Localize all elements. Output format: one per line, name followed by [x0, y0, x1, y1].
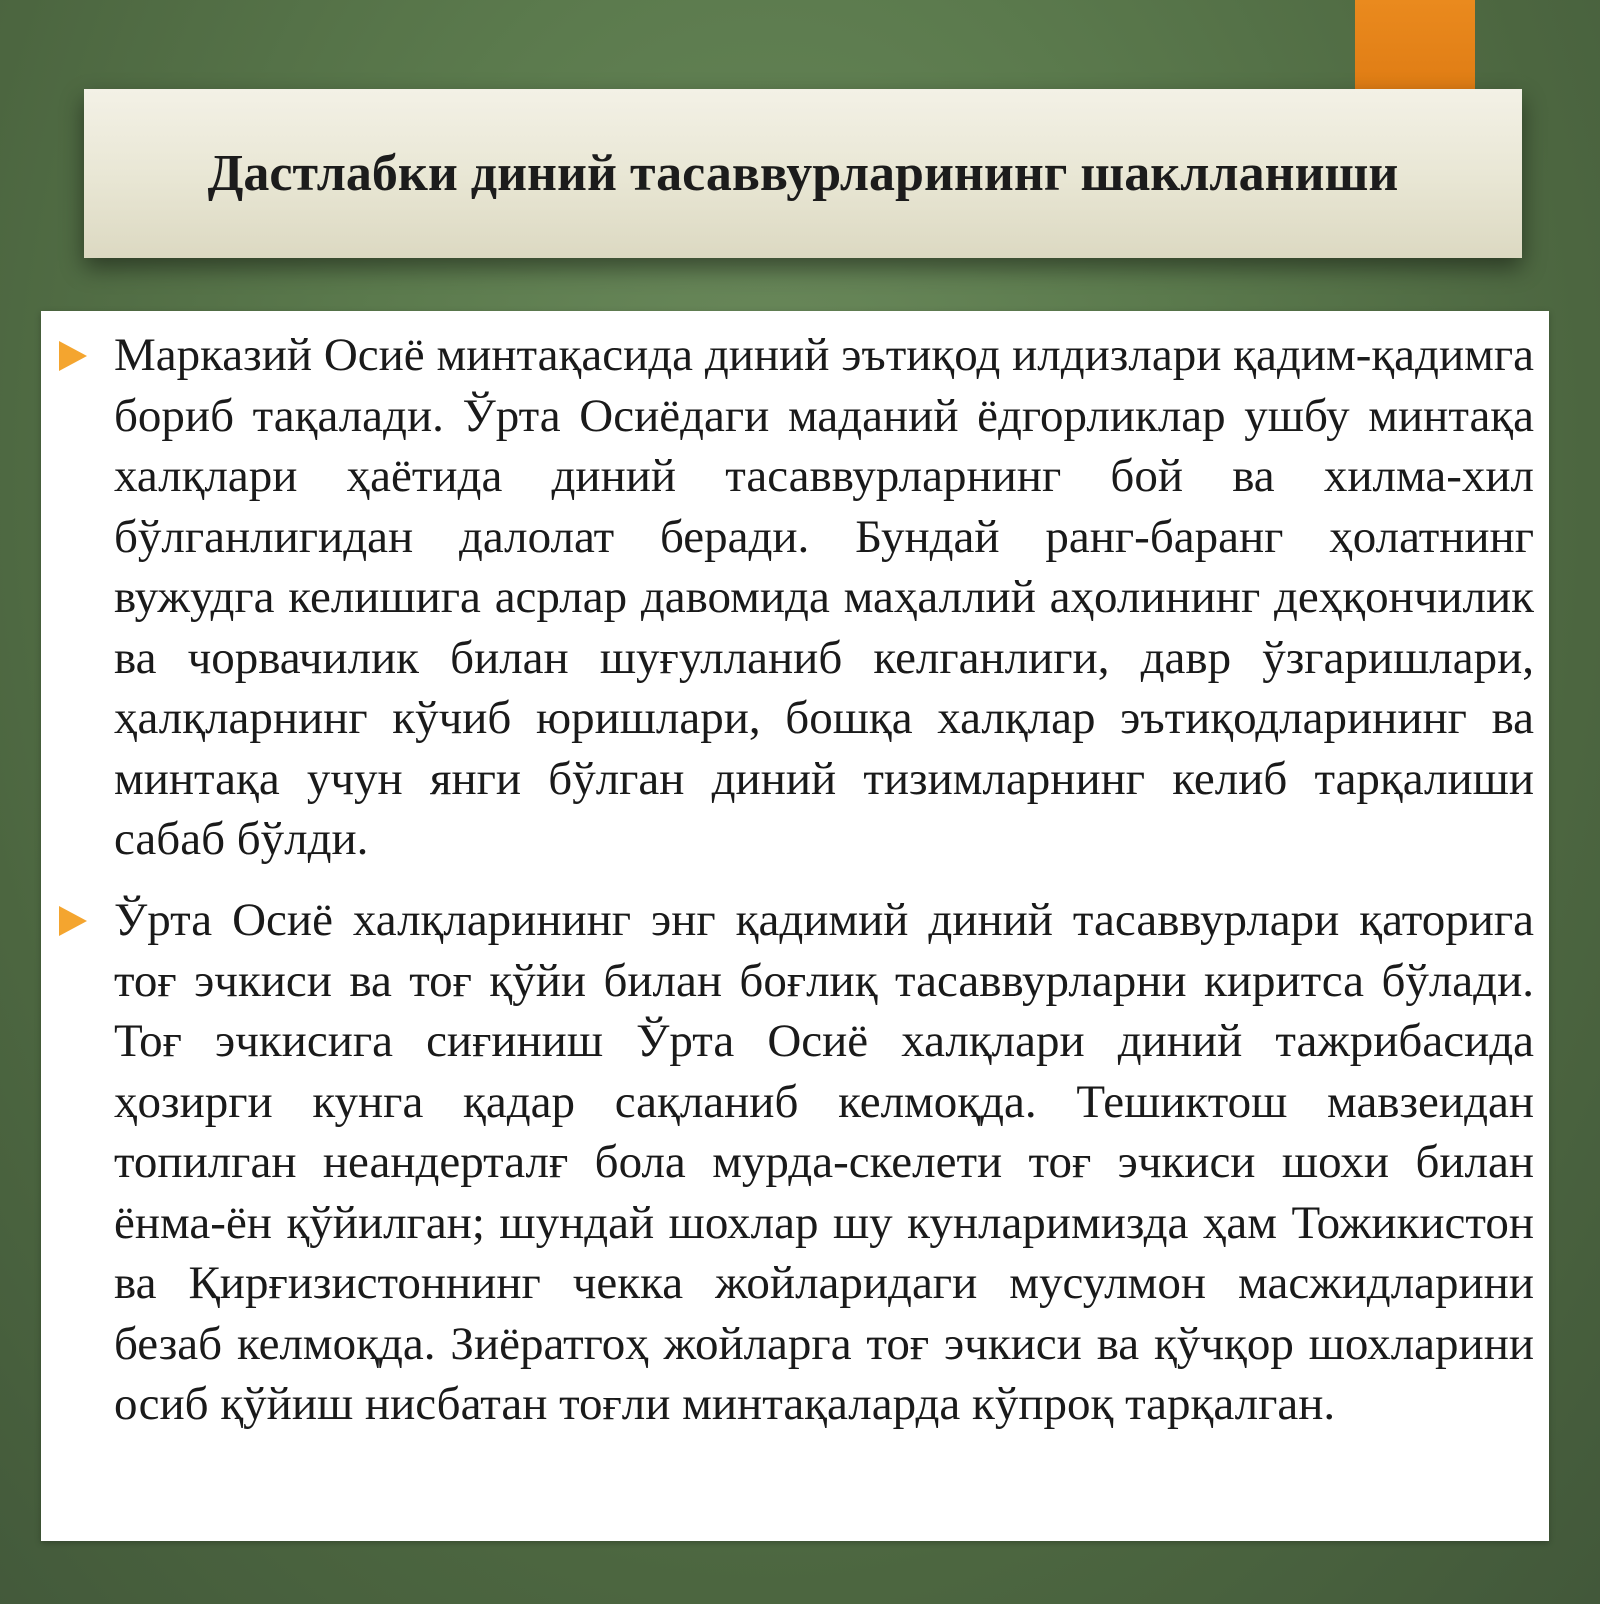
bullet-item	[41, 890, 1549, 1435]
bullet-paragraph: Марказий Осиё минтақасида диний эътиқод илдизлари қадим-қадимга бориб тақалади. Ўрта Осиёдаги маданий ёдгорликлар ушбу минтақа халқлари ҳаётида диний тасаввурларнинг бой ва хилма-хил бўлганлигидан далолат беради. Бундай ранг-баранг ҳолатнинг вужудга келишига асрлар давомида маҳаллий аҳолининг деҳқончилик ва чорвачилик билан шуғулланиб келганлиги, давр ўзгаришлари, ҳалқларнинг кўчиб юришлари, бошқа халқлар эътиқодларининг ва минтақа учун янги бўлган диний тизимларнинг келиб тарқалиши сабаб бўлди.	[114, 329, 1534, 865]
title-banner	[84, 89, 1522, 258]
bullet-item	[41, 325, 1549, 870]
bullet-arrow-icon	[59, 906, 87, 936]
slide-title: Дастлабки диний тасаввурларининг шаклланиши	[207, 145, 1399, 202]
bullet-paragraph: Ўрта Осиё халқларининг энг қадимий диний тасаввурлари қаторига тоғ эчкиси ва тоғ қўйи билан боғлиқ тасаввурларни киритса бўлади. Тоғ эчкисига сиғиниш Ўрта Осиё халқлари диний тажрибасида ҳозирги кунга қадар сақланиб келмоқда. Тешиктош мавзеидан топилган неандерталғ бола мурда-скелети тоғ эчкиси шохи билан ёнма-ён қўйилган; шундай шохлар шу кунларимизда ҳам Тожикистон ва Қирғизистоннинг чекка жойларидаги мусулмон масжидларини безаб келмоқда. Зиёратгоҳ жойларга тоғ эчкиси ва қўчқор шохларини осиб қўйиш нисбатан тоғли минтақаларда кўпроқ тарқалган.	[114, 894, 1534, 1430]
bullet-arrow-icon	[59, 341, 87, 371]
accent-tab	[1355, 0, 1475, 92]
content-box	[41, 311, 1549, 1541]
